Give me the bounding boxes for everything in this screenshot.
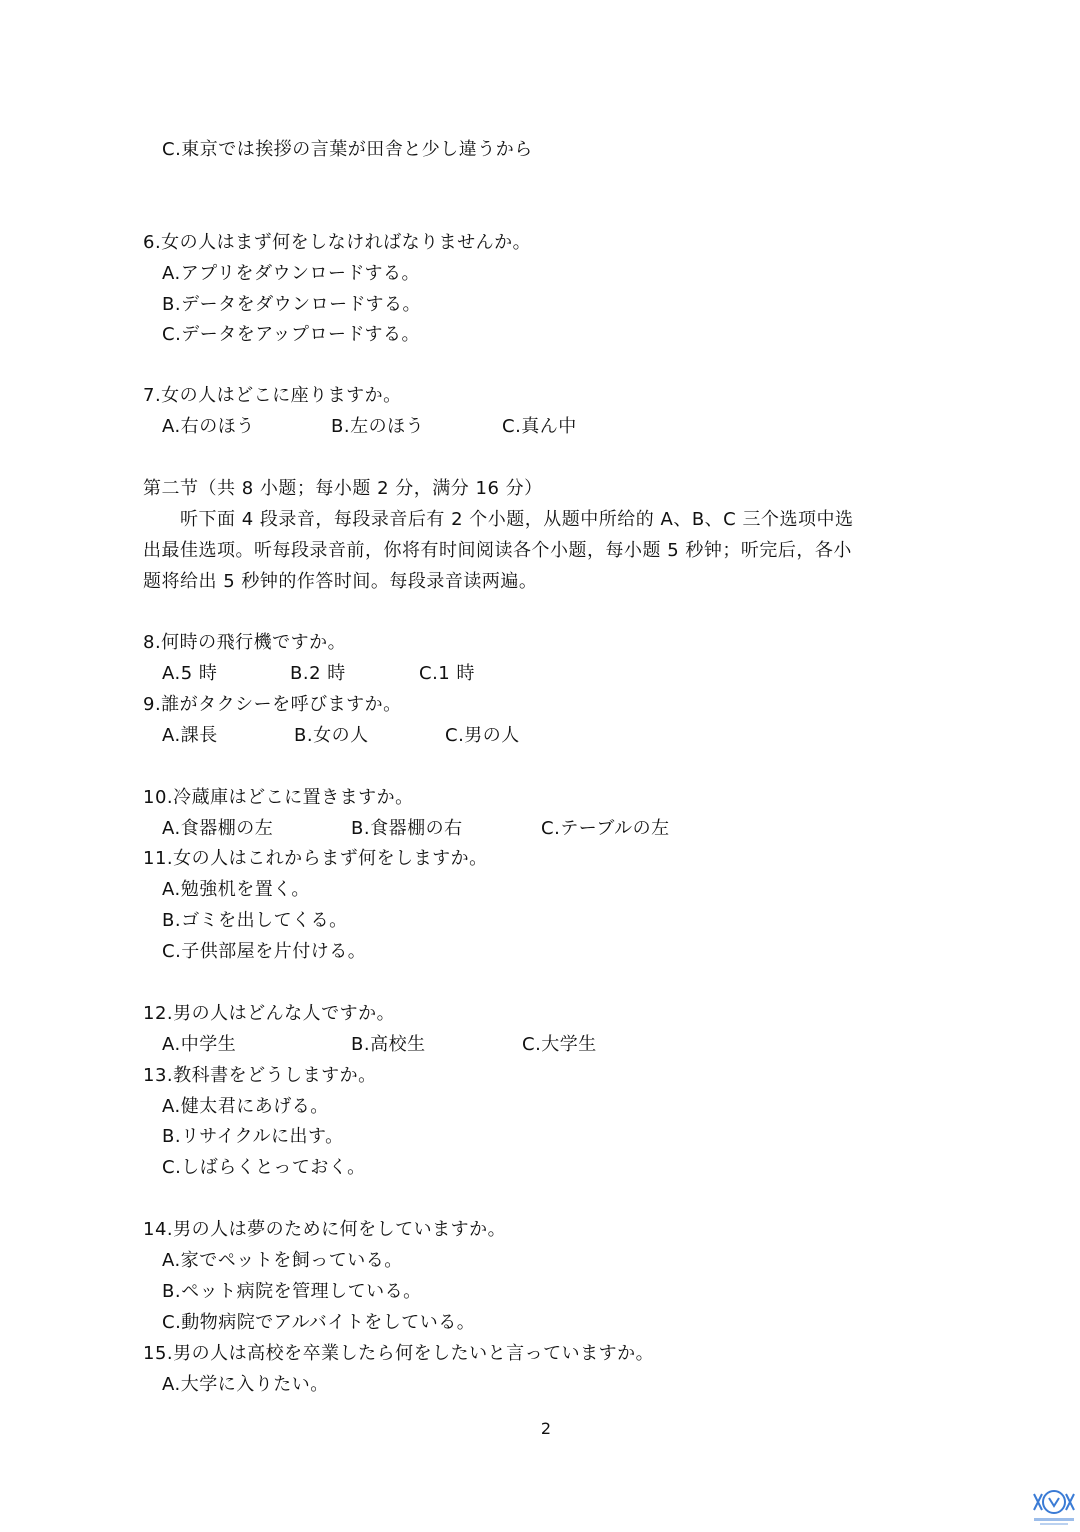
q8-option-c: C.1 時 — [419, 663, 475, 684]
q12-option-b: B.高校生 — [351, 1034, 426, 1055]
q13-stem: 13.教科書をどうしますか。 — [143, 1065, 377, 1086]
q10-option-a: A.食器棚の左 — [162, 818, 274, 839]
q5-option-c: C.東京では挨拶の言葉が田舎と少し違うから — [162, 139, 533, 160]
q14-stem: 14.男の人は夢のために何をしていますか。 — [143, 1219, 507, 1240]
publisher-logo-icon — [1028, 1484, 1080, 1528]
q14-option-b: B.ペット病院を管理している。 — [162, 1281, 422, 1302]
q8-option-a: A.5 時 — [162, 663, 218, 684]
q12-option-a: A.中学生 — [162, 1034, 237, 1055]
q13-option-b: B.リサイクルに出す。 — [162, 1126, 344, 1147]
q12-option-c: C.大学生 — [522, 1034, 597, 1055]
page-number: 2 — [540, 1419, 552, 1438]
section2-instruction-line-1: 听下面 4 段录音，每段录音后有 2 个小题，从题中所给的 A、B、C 三个选项中选 — [180, 509, 854, 530]
q11-option-b: B.ゴミを出してくる。 — [162, 910, 348, 931]
q9-stem: 9.誰がタクシーを呼びますか。 — [143, 694, 402, 715]
q14-option-c: C.動物病院でアルバイトをしている。 — [162, 1312, 476, 1333]
q15-stem: 15.男の人は高校を卒業したら何をしたいと言っていますか。 — [143, 1343, 655, 1364]
q7-option-a: A.右のほう — [162, 416, 255, 437]
q12-stem: 12.男の人はどんな人ですか。 — [143, 1003, 396, 1024]
q13-option-c: C.しばらくとっておく。 — [162, 1157, 366, 1178]
q15-option-a: A.大学に入りたい。 — [162, 1374, 329, 1395]
q11-option-a: A.勉強机を置く。 — [162, 879, 310, 900]
section2-instruction-line-3: 题将给出 5 秒钟的作答时间。每段录音读两遍。 — [143, 571, 538, 592]
q11-option-c: C.子供部屋を片付ける。 — [162, 941, 367, 962]
q7-option-b: B.左のほう — [331, 416, 425, 437]
q7-stem: 7.女の人はどこに座りますか。 — [143, 385, 402, 406]
q8-stem: 8.何時の飛行機ですか。 — [143, 632, 347, 653]
q9-option-c: C.男の人 — [445, 725, 520, 746]
q6-option-c: C.データをアップロードする。 — [162, 324, 420, 345]
q9-option-b: B.女の人 — [294, 725, 369, 746]
q10-stem: 10.冷蔵庫はどこに置きますか。 — [143, 787, 414, 808]
q14-option-a: A.家でペットを飼っている。 — [162, 1250, 403, 1271]
q10-option-b: B.食器棚の右 — [351, 818, 463, 839]
q7-option-c: C.真ん中 — [502, 416, 577, 437]
q8-option-b: B.2 時 — [290, 663, 346, 684]
section2-instruction-line-2: 出最佳选项。听每段录音前，你将有时间阅读各个小题，每小题 5 秒钟；听完后，各小 — [143, 540, 852, 561]
q6-option-a: A.アプリをダウンロードする。 — [162, 263, 420, 284]
q9-option-a: A.課長 — [162, 725, 218, 746]
q6-stem: 6.女の人はまず何をしなければなりませんか。 — [143, 232, 532, 253]
q13-option-a: A.健太君にあげる。 — [162, 1096, 329, 1117]
q6-option-b: B.データをダウンロードする。 — [162, 294, 422, 315]
section2-heading: 第二节（共 8 小题；每小题 2 分，满分 16 分） — [143, 478, 543, 499]
q10-option-c: C.テーブルの左 — [541, 818, 670, 839]
q11-stem: 11.女の人はこれからまず何をしますか。 — [143, 848, 488, 869]
